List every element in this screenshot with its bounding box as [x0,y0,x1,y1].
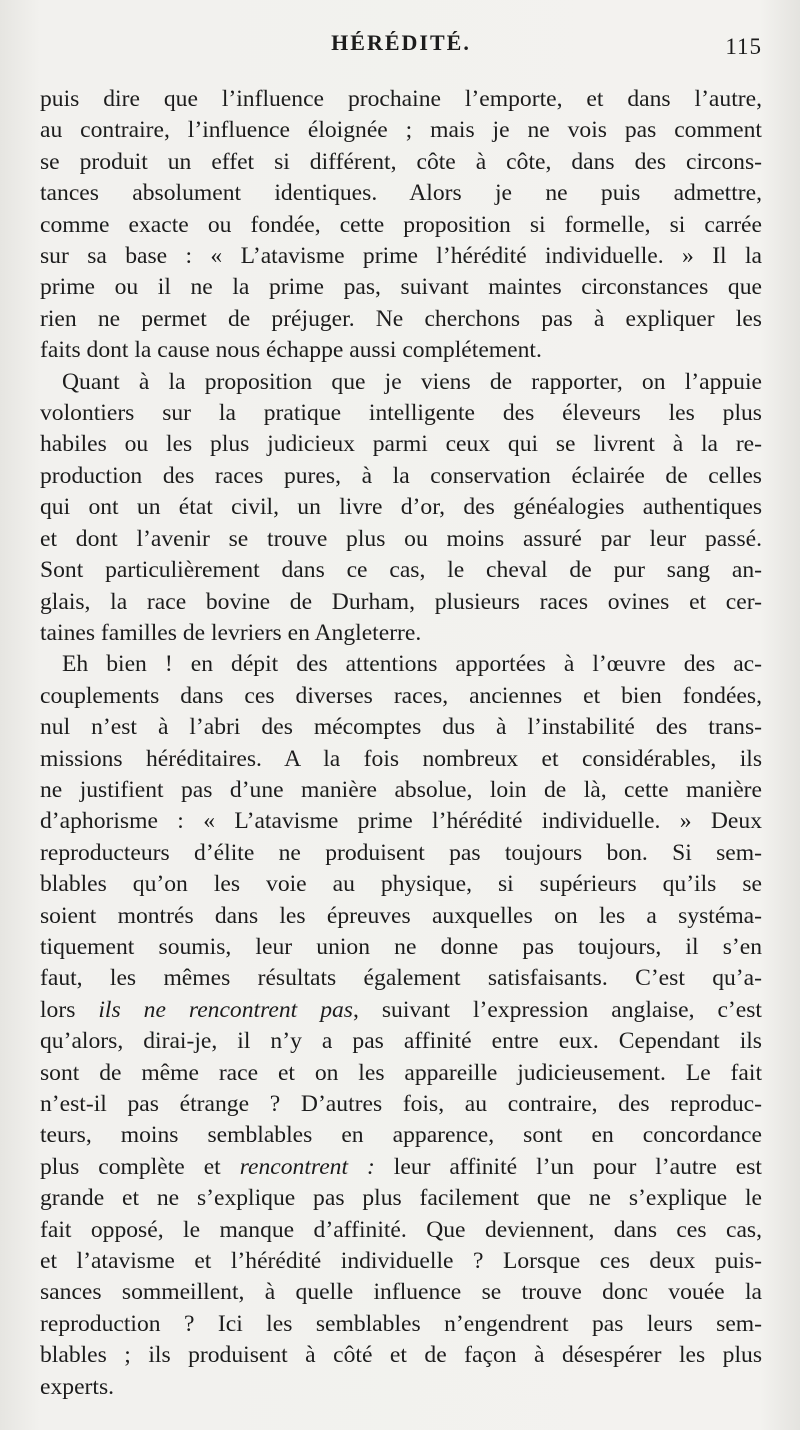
page-body [40,84,762,1403]
text-run: leur affinité l’un pour l’autre est [374,1153,762,1180]
text-line: couplements dans ces diverses races, anciennes et bien fondées, [40,682,762,709]
text-line: tiquement soumis, leur union ne donne pas toujours, il s’en [40,933,762,960]
text-line: sances sommeillent, à quelle influence se trouve donc vouée la [40,1279,762,1306]
page-header [40,30,762,66]
text-line: et dont l’avenir se trouve plus ou moins assuré par leur passé. [40,525,762,552]
text-line: volontiers sur la pratique intelligente des éleveurs les plus [40,400,762,427]
italic-phrase: rencontrent : [239,1153,375,1180]
text-line: d’aphorisme : « L’atavisme prime l’hérédité individuelle. » Deux [40,808,762,835]
text-run: , suivant l’expression anglaise, c’est [352,996,762,1023]
text-line: grande et ne s’explique pas plus facilement que ne s’explique le [40,1185,762,1212]
text-line: Quant à la proposition que je viens de rapporter, on l’appuie [62,368,762,395]
text-line: Sont particulièrement dans ce cas, le cheval de pur sang an- [40,557,762,584]
text-line: nul n’est à l’abri des mécomptes dus à l’instabilité des trans- [40,714,762,741]
paragraph-3 [40,649,762,1403]
text-line: comme exacte ou fondée, cette proposition si formelle, si carrée [40,211,762,238]
text-line: se produit un effet si différent, côte à côte, dans des circons- [40,148,762,175]
text-line: ne justifient pas d’une manière absolue, loin de là, cette manière [40,776,762,803]
text-line: rien ne permet de préjuger. Ne cherchons pas à expliquer les [40,305,762,332]
text-line: qu’alors, dirai-je, il n’y a pas affinité entre eux. Cependant ils [40,1028,762,1055]
text-run: plus complète et [40,1153,240,1180]
text-line: habiles ou les plus judicieux parmi ceux qui se livrent à la re- [40,431,762,458]
page-number: 115 [725,34,762,59]
running-head: HÉRÉDITÉ. [331,30,471,55]
text-line: tances absolument identiques. Alors je ne puis admettre, [40,180,762,207]
text-line: et l’atavisme et l’hérédité individuelle ? Lorsque ces deux puis- [40,1248,762,1275]
italic-phrase: ils ne rencontrent pas [98,996,353,1023]
text-line: blables ; ils produisent à côté et de façon à désespérer les plus [40,1342,762,1369]
text-line: puis dire que l’influence prochaine l’emporte, et dans l’autre, [40,86,762,112]
text-line: n’est-il pas étrange ? D’autres fois, au contraire, des reproduc- [40,1091,762,1117]
text-line: sont de même race et on les appareille judicieusement. Le fait [40,1059,762,1086]
text-line: missions héréditaires. A la fois nombreux et considérables, ils [40,745,762,772]
text-line: experts. [40,1373,115,1400]
text-line: sur sa base : « L’atavisme prime l’hérédité individuelle. » Il la [40,243,762,270]
text-line: prime ou il ne la prime pas, suivant maintes circonstances que [40,274,762,301]
text-line: au contraire, l’influence éloignée ; mais je ne vois pas comment [40,117,762,144]
text-line: reproduction ? Ici les semblables n’engendrent pas leurs sem- [40,1310,762,1337]
text-line: glais, la race bovine de Durham, plusieurs races ovines et cer- [40,588,762,615]
text-line: teurs, moins semblables en apparence, sont en concordance [40,1122,762,1149]
text-line-with-italic [40,995,762,1026]
text-line: fait opposé, le manque d’affinité. Que deviennent, dans ces cas, [40,1216,762,1243]
text-run: lors [40,996,99,1023]
paragraph-1 [40,84,762,367]
text-line: faits dont la cause nous échappe aussi complétement. [40,337,542,364]
text-line: reproducteurs d’élite ne produisent pas toujours bon. Si sem- [40,839,762,866]
text-line: taines familles de levriers en Angleterre. [40,619,422,646]
text-line: production des races pures, à la conservation éclairée de celles [40,462,762,489]
text-line: blables qu’on les voie au physique, si supérieurs qu’ils se [40,871,762,898]
text-line: qui ont un état civil, un livre d’or, des généalogies authentiques [40,494,762,521]
text-line: faut, les mêmes résultats également satisfaisants. C’est qu’a- [40,965,762,992]
text-line-with-italic [40,1152,762,1183]
paragraph-2 [40,367,762,650]
text-line: soient montrés dans les épreuves auxquelles on les a systéma- [40,902,762,929]
text-line: Eh bien ! en dépit des attentions apportées à l’œuvre des ac- [62,651,762,678]
